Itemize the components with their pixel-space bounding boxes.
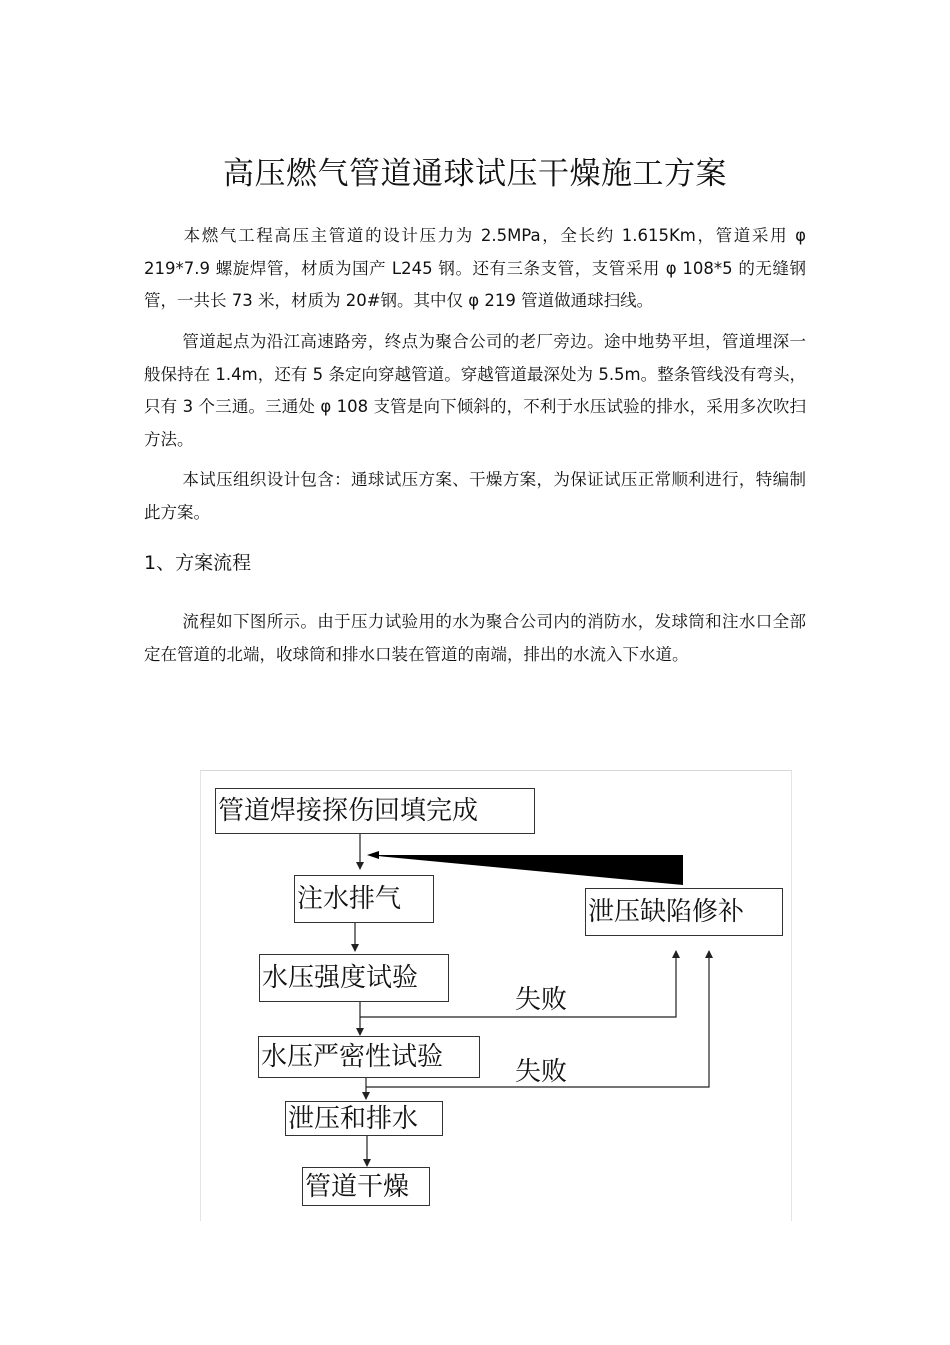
fail-label-tightness: 失败 [515,1057,568,1087]
step-hydro-tightness-test: 水压严密性试验 [258,1036,480,1078]
scope-paragraph [144,464,806,529]
step-weld-inspect-backfill: 管道焊接探伤回填完成 [215,788,535,834]
section-heading: 1、方案流程 [144,552,252,574]
route-paragraph [144,326,806,456]
flow-description-paragraph [144,606,806,671]
step-fill-water-vent: 注水排气 [294,875,434,923]
flow-description-text: 流程如下图所示。由于压力试验用的水为聚合公司内的消防水，发球筒和注水口全部定在管道的北端，收球筒和排水口装在管道的南端，排出的水流入下水道。 [144,612,806,664]
intro-paragraph [144,220,806,318]
intro-paragraph-text: 本燃气工程高压主管道的设计压力为 2.5MPa，全长约 1.615Km，管道采用 φ 219*7.9 螺旋焊管，材质为国产 L245 钢。还有三条支管，支管采用 φ 108*5 的无缝钢管，一共长 73 米，材质为 20#钢。其中仅 φ 219 管道做通球扫线。 [144,226,806,310]
step-hydro-strength-test: 水压强度试验 [259,954,449,1002]
step-depressurize-drain: 泄压和排水 [285,1101,443,1136]
scope-paragraph-text: 本试压组织设计包含：通球试压方案、干燥方案，为保证试压正常顺利进行，特编制此方案。 [144,470,806,522]
flowchart [200,770,792,1221]
fail-label-strength: 失败 [515,985,568,1015]
step-pipe-drying: 管道干燥 [302,1167,430,1206]
step-depressurize-repair: 泄压缺陷修补 [585,888,783,936]
route-paragraph-text: 管道起点为沿江高速路旁，终点为聚合公司的老厂旁边。途中地势平坦，管道埋深一般保持在 1.4m，还有 5 条定向穿越管道。穿越管道最深处为 5.5m。整条管线没有弯头，只有 3 个三通。三通处 φ 108 支管是向下倾斜的，不利于水压试验的排水，采用多次吹扫方法。 [144,332,806,449]
document-title: 高压燃气管道通球试压干燥施工方案 [223,156,727,192]
